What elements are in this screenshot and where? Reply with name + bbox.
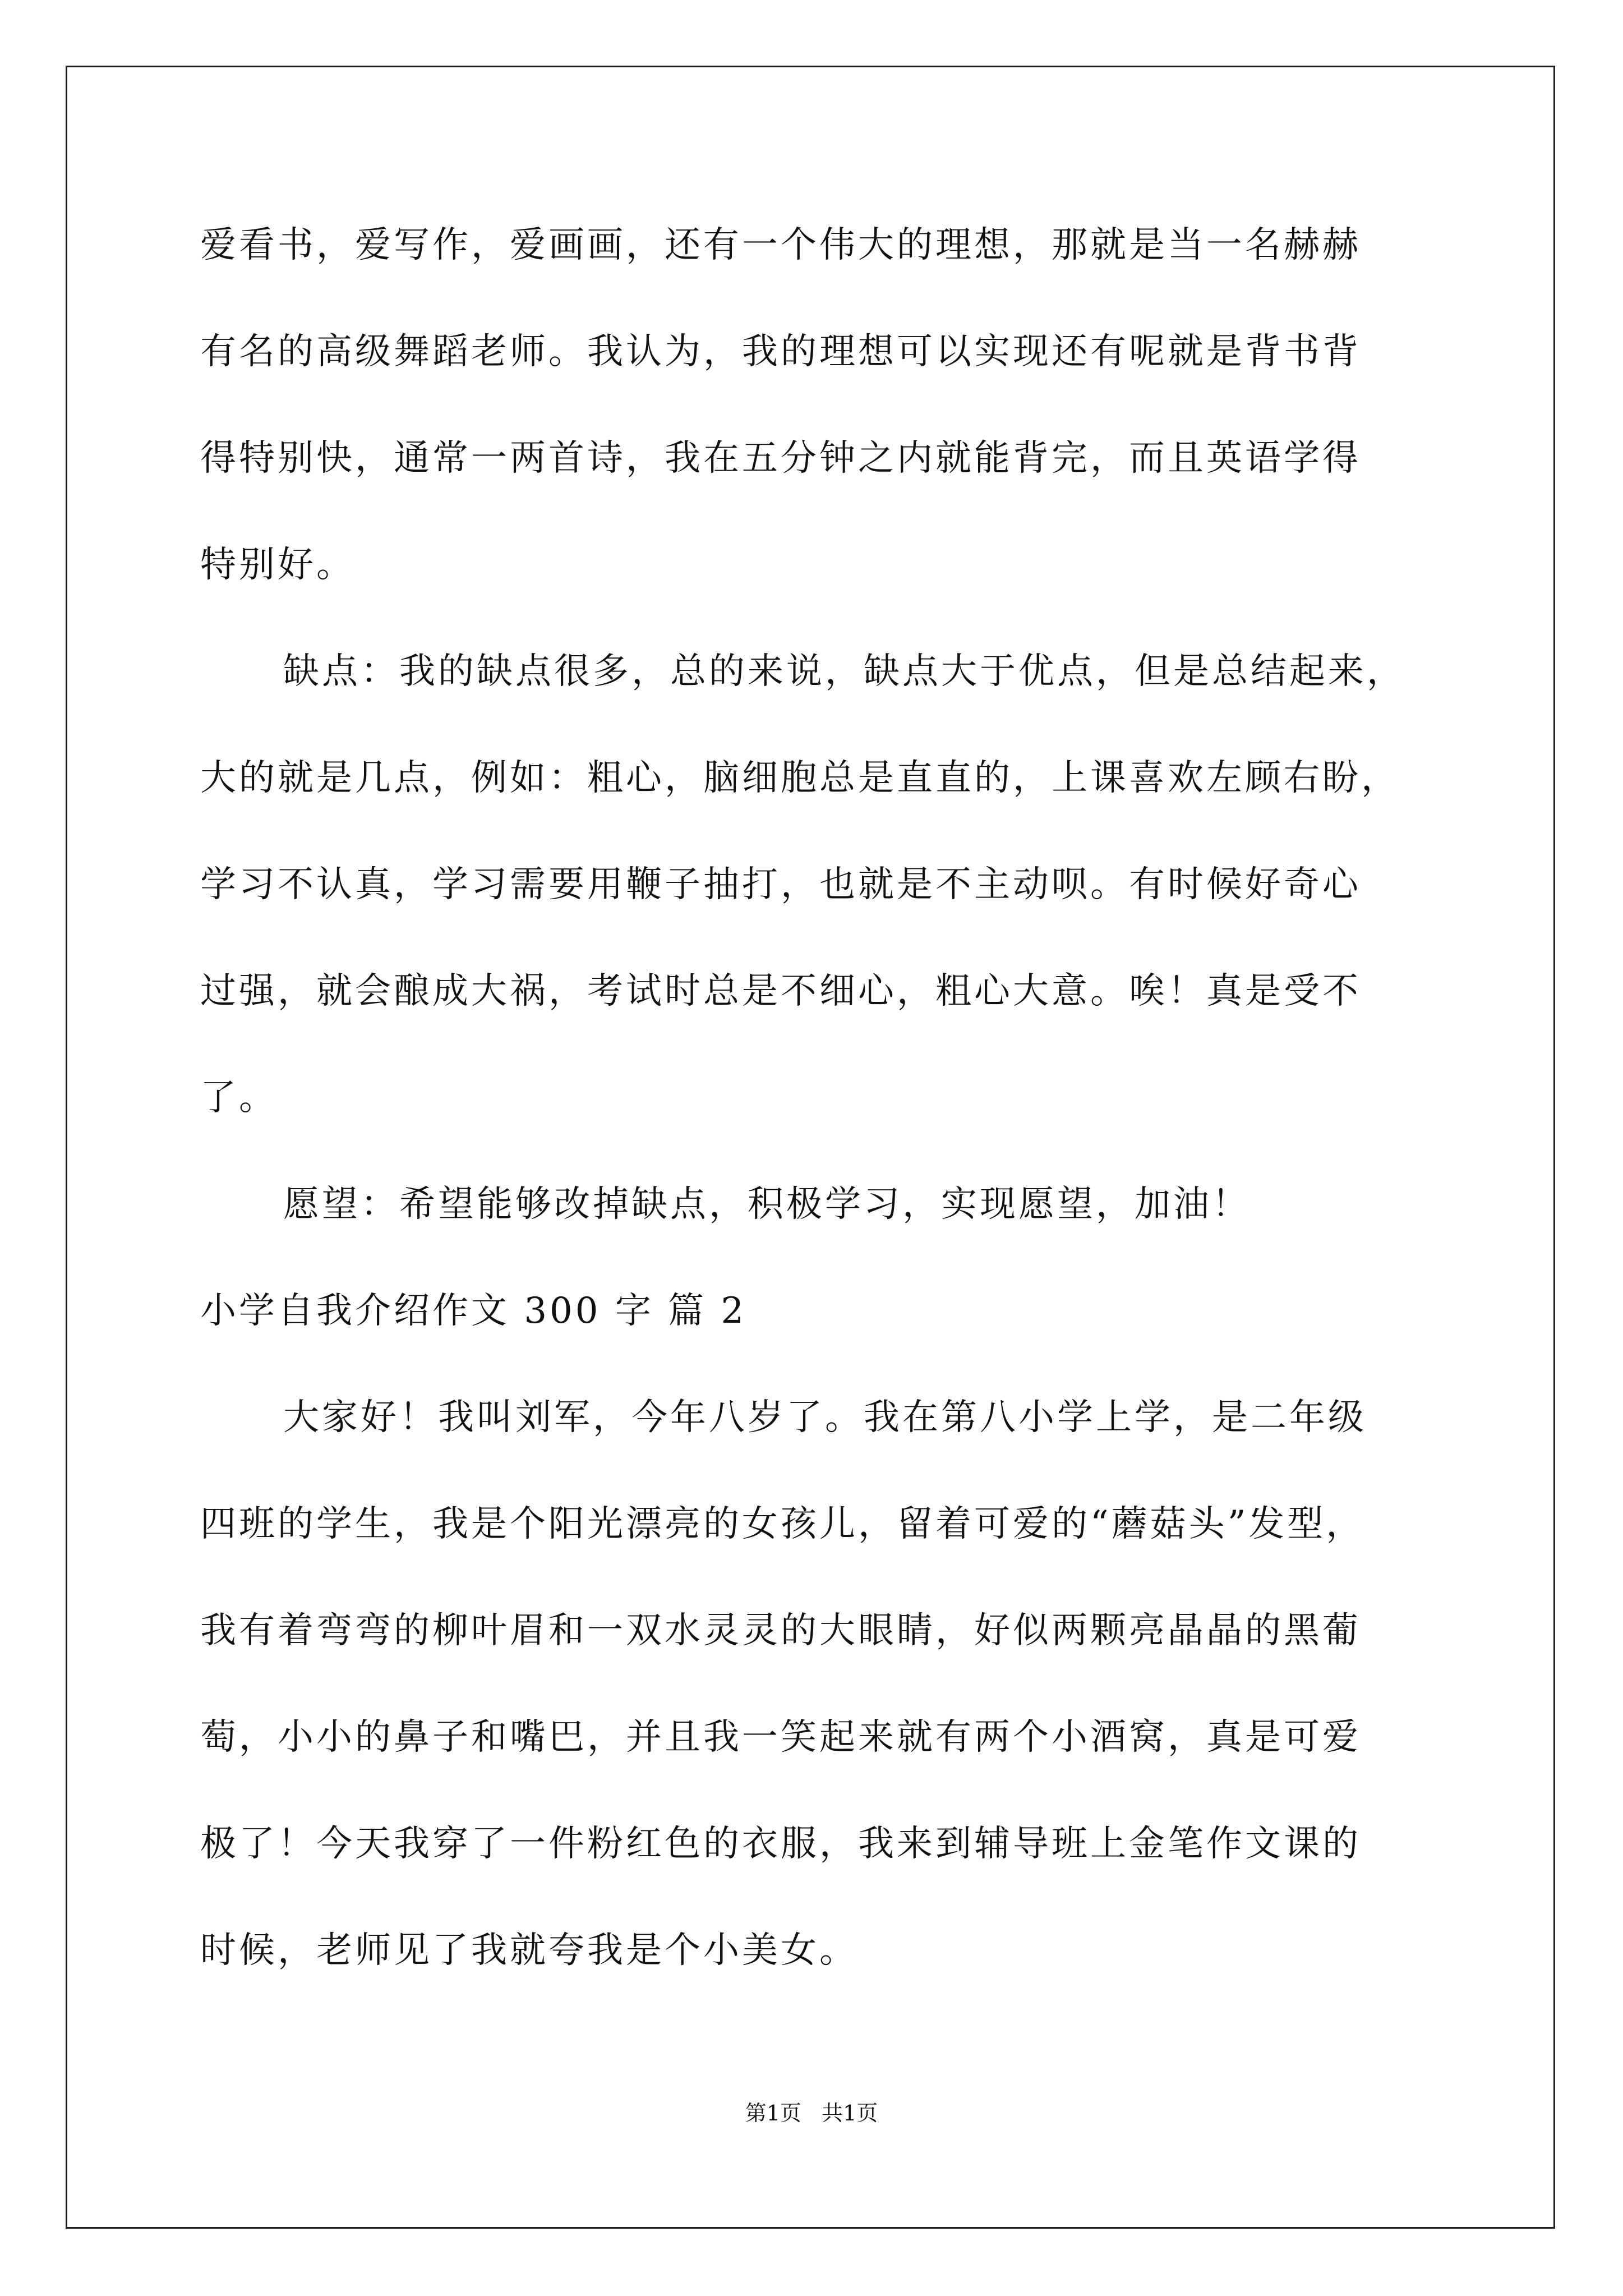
- body-line: 得特别快，通常一两首诗，我在五分钟之内就能背完，而且英语学得: [200, 438, 1361, 479]
- paragraph-start-intro: 大家好！我叫刘军，今年八岁了。我在第八小学上学，是二年级: [283, 1397, 1367, 1438]
- body-line: 了。: [200, 1077, 278, 1119]
- body-line: 特别好。: [200, 544, 355, 586]
- document-body: [200, 214, 1440, 2026]
- body-line: 时候，老师见了我就夸我是个小美女。: [200, 1930, 858, 1971]
- body-line: 我有着弯弯的柳叶眉和一双水灵灵的大眼睛，好似两颗亮晶晶的黑葡: [200, 1610, 1361, 1651]
- body-line: 学习不认真，学习需要用鞭子抽打，也就是不主动呗。有时候好奇心: [200, 864, 1361, 905]
- page-footer: 第1页 共1页: [745, 2101, 878, 2125]
- section-heading: 小学自我介绍作文 300 字 篇 2: [200, 1290, 747, 1332]
- body-line: 极了！今天我穿了一件粉红色的衣服，我来到辅导班上金笔作文课的: [200, 1823, 1361, 1865]
- body-line: 四班的学生，我是个阳光漂亮的女孩儿，留着可爱的“蘑菇头”发型，: [200, 1503, 1365, 1545]
- body-line: 有名的高级舞蹈老师。我认为，我的理想可以实现还有呢就是背书背: [200, 331, 1361, 372]
- paragraph-start-wish: 愿望：希望能够改掉缺点，积极学习，实现愿望，加油！: [283, 1184, 1251, 1225]
- body-line: 过强，就会酿成大祸，考试时总是不细心，粗心大意。唉！真是受不: [200, 970, 1361, 1012]
- body-line: 大的就是几点，例如：粗心，脑细胞总是直直的，上课喜欢左顾右盼，: [200, 757, 1400, 799]
- body-line: 爱看书，爱写作，爱画画，还有一个伟大的理想，那就是当一名赫赫: [200, 224, 1361, 266]
- body-line: 萄，小小的鼻子和嘴巴，并且我一笑起来就有两个小酒窝，真是可爱: [200, 1717, 1361, 1758]
- paragraph-start-shortcomings: 缺点：我的缺点很多，总的来说，缺点大于优点，但是总结起来，: [283, 651, 1405, 692]
